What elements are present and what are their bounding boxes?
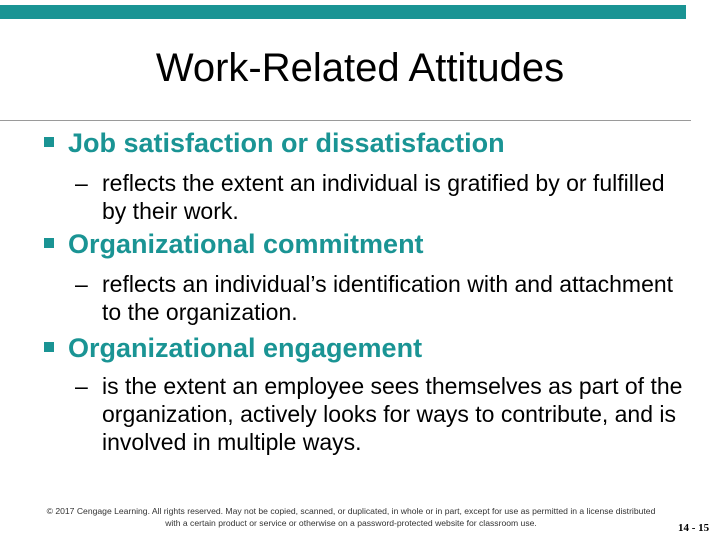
bullet-job-satisfaction <box>44 128 505 159</box>
sub-bullet-text: reflects an individual’s identification with and attachment to the organization. <box>102 271 674 325</box>
top-accent-bar <box>0 5 686 19</box>
dash-marker: – <box>75 271 88 297</box>
bullet-heading: Organizational commitment <box>68 229 424 259</box>
dash-marker: – <box>75 170 88 196</box>
page-number: 14 - 15 <box>678 522 710 534</box>
bullet-heading: Job satisfaction or dissatisfaction <box>68 128 505 158</box>
bullet-organizational-engagement <box>44 333 422 364</box>
bullet-organizational-commitment <box>44 229 424 260</box>
bullet-heading: Organizational engagement <box>68 333 423 363</box>
square-bullet-icon <box>44 238 54 248</box>
slide-title: Work-Related Attitudes <box>155 46 565 90</box>
sub-bullet-text: reflects the extent an individual is gratified by or fulfilled by their work. <box>102 170 665 224</box>
sub-bullet-organizational-commitment <box>75 270 685 326</box>
dash-marker: – <box>75 373 88 399</box>
square-bullet-icon <box>44 342 54 352</box>
copyright-footer: © 2017 Cengage Learning. All rights reserved. May not be copied, scanned, or duplicated, in whole or in part, except for use as permitted in a license distributed with a certain product or service or otherwise on a password-protected website for classroom use. <box>46 506 656 528</box>
title-divider <box>0 120 691 121</box>
sub-bullet-job-satisfaction <box>75 169 685 225</box>
sub-bullet-text: is the extent an employee sees themselves as part of the organization, actively looks for ways to contribute, and is involved in multiple ways. <box>102 373 683 455</box>
square-bullet-icon <box>44 137 54 147</box>
sub-bullet-organizational-engagement <box>75 372 685 456</box>
